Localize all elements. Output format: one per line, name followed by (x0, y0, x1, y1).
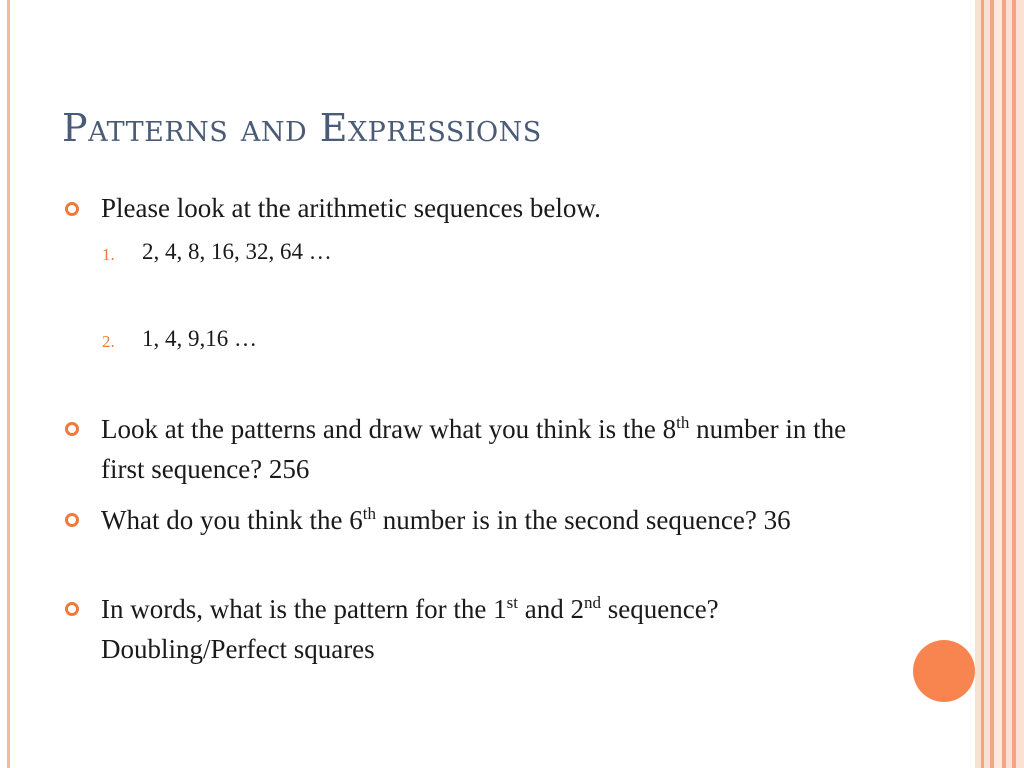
question-3-after: sequence? Doubling/Perfect squares (101, 594, 719, 664)
question-3-superscript-1: st (506, 593, 518, 612)
list-marker-2: 2. (102, 332, 115, 351)
question-3-text (101, 589, 891, 669)
sequence-2-text: 1, 4, 9,16 … (142, 326, 257, 351)
right-stripe-decoration (994, 0, 1002, 768)
slide-title: Patterns and Expressions (62, 106, 542, 150)
question-2-before: What do you think the 6 (101, 505, 363, 535)
question-1-before: Look at the patterns and draw what you think is the 8 (101, 414, 677, 444)
orange-circle-decoration (913, 640, 975, 702)
intro-text: Please look at the arithmetic sequences below. (101, 193, 601, 223)
question-1-after: number in the first sequence? 256 (101, 414, 847, 484)
question-2-text (101, 500, 801, 540)
question-1-superscript: th (676, 413, 690, 432)
question-3-superscript-2: nd (583, 593, 601, 612)
left-border-decoration (7, 0, 10, 768)
bullet-icon (65, 422, 79, 436)
question-3-before: In words, what is the pattern for the 1 (101, 594, 507, 624)
bullet-icon (65, 602, 79, 616)
question-2-after: number is in the second sequence? 36 (375, 505, 791, 535)
right-stripe-decoration (1016, 0, 1024, 768)
question-3-middle: and 2 (518, 594, 584, 624)
question-2-superscript: th (362, 504, 376, 523)
bullet-icon (65, 202, 79, 216)
question-1-text (101, 409, 891, 489)
list-marker-1: 1. (102, 245, 115, 264)
sequence-1-text: 2, 4, 8, 16, 32, 64 … (142, 239, 332, 264)
bullet-icon (65, 513, 79, 527)
